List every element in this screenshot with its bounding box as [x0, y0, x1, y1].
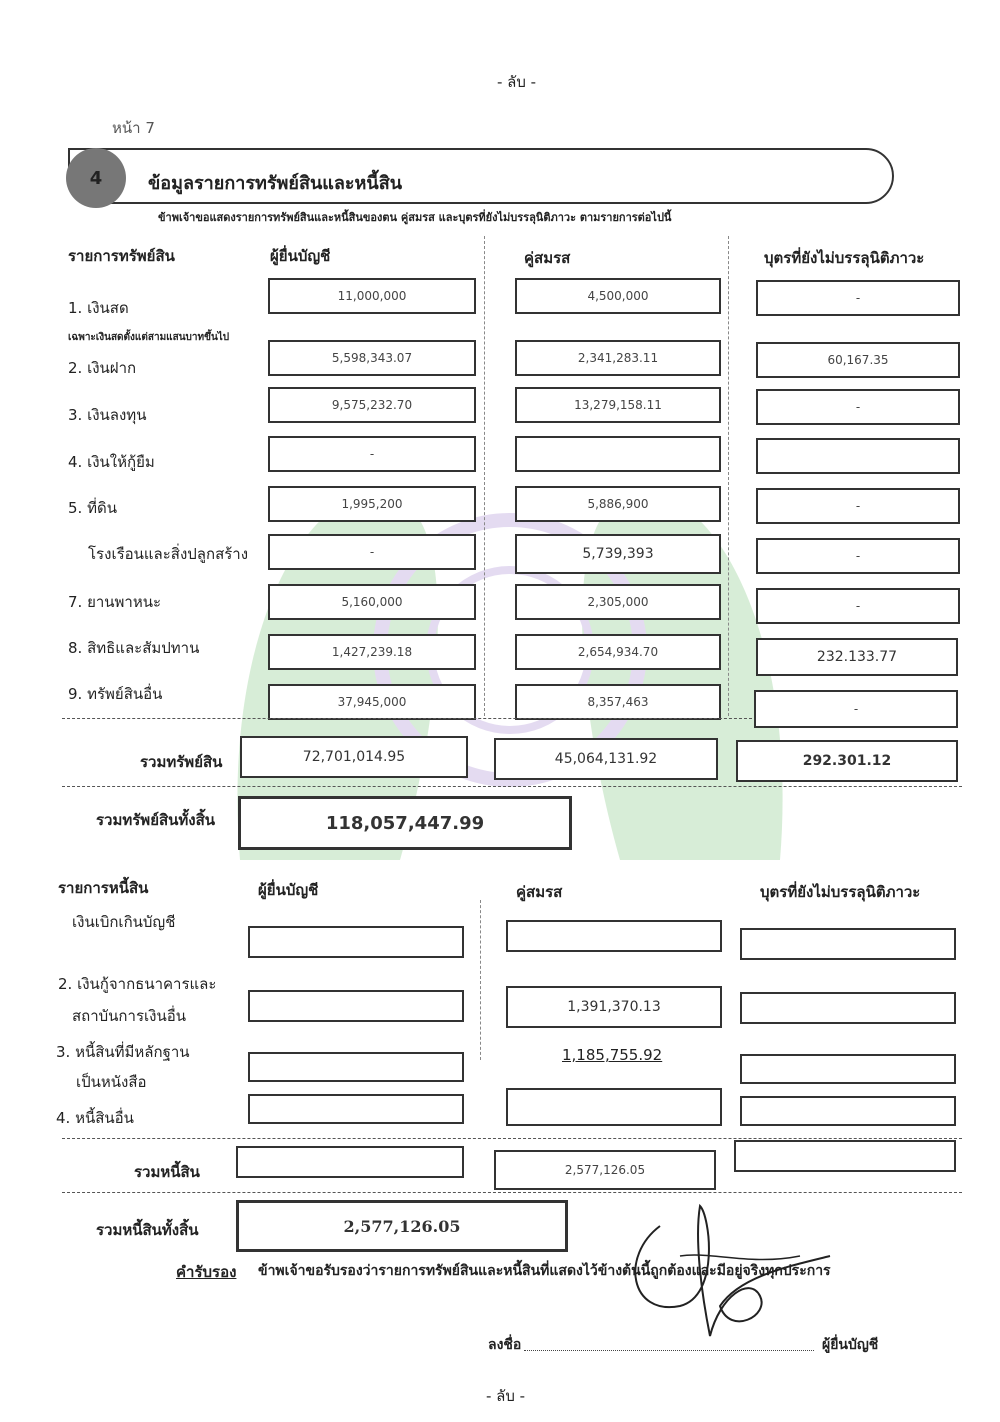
liability-row-label: 2. เงินกู้จากธนาคารและ	[58, 975, 217, 993]
column-divider	[480, 900, 481, 1060]
asset-cell-declarant: 37,945,000	[268, 684, 476, 720]
assets-header: รายการทรัพย์สิน	[68, 247, 175, 265]
assets-grand-total-label: รวมทรัพย์สินทั้งสิ้น	[96, 811, 216, 829]
asset-cell-children: -	[756, 488, 960, 524]
asset-row-label: 3. เงินลงทุน	[68, 406, 147, 424]
liability-row-label: สถาบันการเงินอื่น	[72, 1007, 186, 1025]
liabilities-total-children	[734, 1140, 956, 1172]
asset-cell-children: -	[756, 280, 960, 316]
liabilities-col-declarant: ผู้ยื่นบัญชี	[258, 881, 319, 899]
liabilities-col-spouse: คู่สมรส	[516, 883, 563, 901]
asset-cell-spouse: 5,739,393	[515, 534, 721, 574]
top-confidential-marker: - ลับ -	[497, 73, 537, 91]
liability-cell-children	[740, 1054, 956, 1084]
signer-role: ผู้ยื่นบัญชี	[822, 1337, 879, 1353]
liability-row-label: เป็นหนังสือ	[76, 1073, 147, 1091]
section-subtitle: ข้าพเจ้าขอแสดงรายการทรัพย์สินและหนี้สินของตน คู่สมรส และบุตรที่ยังไม่บรรลุนิติภาวะ ตามรายการต่อไปนี้	[158, 211, 672, 224]
asset-cell-spouse: 4,500,000	[515, 278, 721, 314]
liabilities-grand-total-label: รวมหนี้สินทั้งสิ้น	[96, 1221, 199, 1239]
asset-cell-declarant: 11,000,000	[268, 278, 476, 314]
asset-row-label: 5. ที่ดิน	[68, 499, 117, 517]
asset-row-label: 1. เงินสด	[68, 299, 129, 317]
assets-total-declarant: 72,701,014.95	[240, 736, 468, 778]
liability-value-spouse: 1,185,755.92	[562, 1046, 663, 1064]
asset-cell-children: 232.133.77	[756, 638, 958, 676]
liability-row-label: 3. หนี้สินที่มีหลักฐาน	[56, 1043, 190, 1061]
asset-cell-children: -	[754, 690, 958, 728]
liabilities-total-label: รวมหนี้สิน	[134, 1163, 200, 1181]
liability-cell-spouse	[506, 920, 722, 952]
certification-heading: คำรับรอง	[176, 1263, 237, 1281]
asset-row-label: 8. สิทธิและสัมปทาน	[68, 639, 200, 657]
liability-cell-spouse	[506, 1088, 722, 1126]
assets-total-spouse: 45,064,131.92	[494, 738, 718, 780]
divider-line	[62, 786, 962, 787]
asset-cell-spouse: 8,357,463	[515, 684, 721, 720]
assets-total-label: รวมทรัพย์สิน	[140, 753, 223, 771]
signature-line	[524, 1350, 814, 1351]
asset-cell-declarant: 5,598,343.07	[268, 340, 476, 376]
liabilities-header: รายการหนี้สิน	[58, 879, 149, 897]
liability-cell-children	[740, 928, 956, 960]
assets-col-spouse: คู่สมรส	[524, 249, 571, 267]
asset-row-label: 4. เงินให้กู้ยืม	[68, 453, 155, 471]
assets-col-declarant: ผู้ยื่นบัญชี	[270, 247, 331, 265]
certification-text: ข้าพเจ้าขอรับรองว่ารายการทรัพย์สินและหนี้สินที่แสดงไว้ข้างต้นนี้ถูกต้องและมีอยู่จริงทุกประการ	[258, 1263, 831, 1279]
liability-row-label: เงินเบิกเกินบัญชี	[72, 913, 176, 931]
asset-cell-children: -	[756, 588, 960, 624]
bottom-confidential-marker: - ลับ -	[486, 1387, 526, 1405]
page-number: หน้า 7	[112, 119, 155, 137]
liability-cell-spouse: 1,391,370.13	[506, 986, 722, 1028]
column-divider	[484, 236, 485, 716]
asset-cell-declarant: 1,427,239.18	[268, 634, 476, 670]
sign-label: ลงชื่อ	[488, 1337, 522, 1353]
section-number-badge: 4	[66, 148, 126, 208]
asset-cell-spouse: 5,886,900	[515, 486, 721, 522]
column-divider	[728, 236, 729, 716]
asset-row-label: 9. ทรัพย์สินอื่น	[68, 685, 163, 703]
liability-row-label: 4. หนี้สินอื่น	[56, 1109, 134, 1127]
asset-cell-spouse: 13,279,158.11	[515, 387, 721, 423]
liabilities-grand-total-value: 2,577,126.05	[236, 1200, 568, 1252]
asset-cell-declarant: 9,575,232.70	[268, 387, 476, 423]
divider-line	[62, 1138, 962, 1139]
liability-cell-declarant	[248, 990, 464, 1022]
assets-grand-total-value: 118,057,447.99	[238, 796, 572, 850]
asset-cell-children: 60,167.35	[756, 342, 960, 378]
asset-row-label: โรงเรือนและสิ่งปลูกสร้าง	[88, 545, 249, 563]
liability-cell-children	[740, 1096, 956, 1126]
assets-col-children: บุตรที่ยังไม่บรรลุนิติภาวะ	[764, 249, 925, 267]
asset-cell-children	[756, 438, 960, 474]
liability-cell-declarant	[248, 1052, 464, 1082]
assets-total-children: 292.301.12	[736, 740, 958, 782]
divider-line	[62, 1192, 962, 1193]
section-title: ข้อมูลรายการทรัพย์สินและหนี้สิน	[148, 173, 403, 194]
liabilities-col-children: บุตรที่ยังไม่บรรลุนิติภาวะ	[760, 883, 921, 901]
asset-cell-children: -	[756, 538, 960, 574]
divider-line	[62, 718, 752, 719]
asset-cell-children: -	[756, 389, 960, 425]
asset-cell-declarant: -	[268, 534, 476, 570]
asset-row-label: 7. ยานพาหนะ	[68, 593, 162, 611]
asset-cell-declarant: -	[268, 436, 476, 472]
asset-cell-declarant: 5,160,000	[268, 584, 476, 620]
liability-cell-declarant	[248, 1094, 464, 1124]
cash-note: เฉพาะเงินสดตั้งแต่สามแสนบาทขึ้นไป	[68, 332, 230, 343]
asset-cell-spouse: 2,341,283.11	[515, 340, 721, 376]
liabilities-total-declarant	[236, 1146, 464, 1178]
liability-cell-children	[740, 992, 956, 1024]
asset-row-label: 2. เงินฝาก	[68, 359, 137, 377]
asset-cell-declarant: 1,995,200	[268, 486, 476, 522]
signature	[600, 1196, 840, 1346]
asset-cell-spouse: 2,305,000	[515, 584, 721, 620]
asset-cell-spouse: 2,654,934.70	[515, 634, 721, 670]
asset-cell-spouse	[515, 436, 721, 472]
liabilities-total-spouse: 2,577,126.05	[494, 1150, 716, 1190]
liability-cell-declarant	[248, 926, 464, 958]
